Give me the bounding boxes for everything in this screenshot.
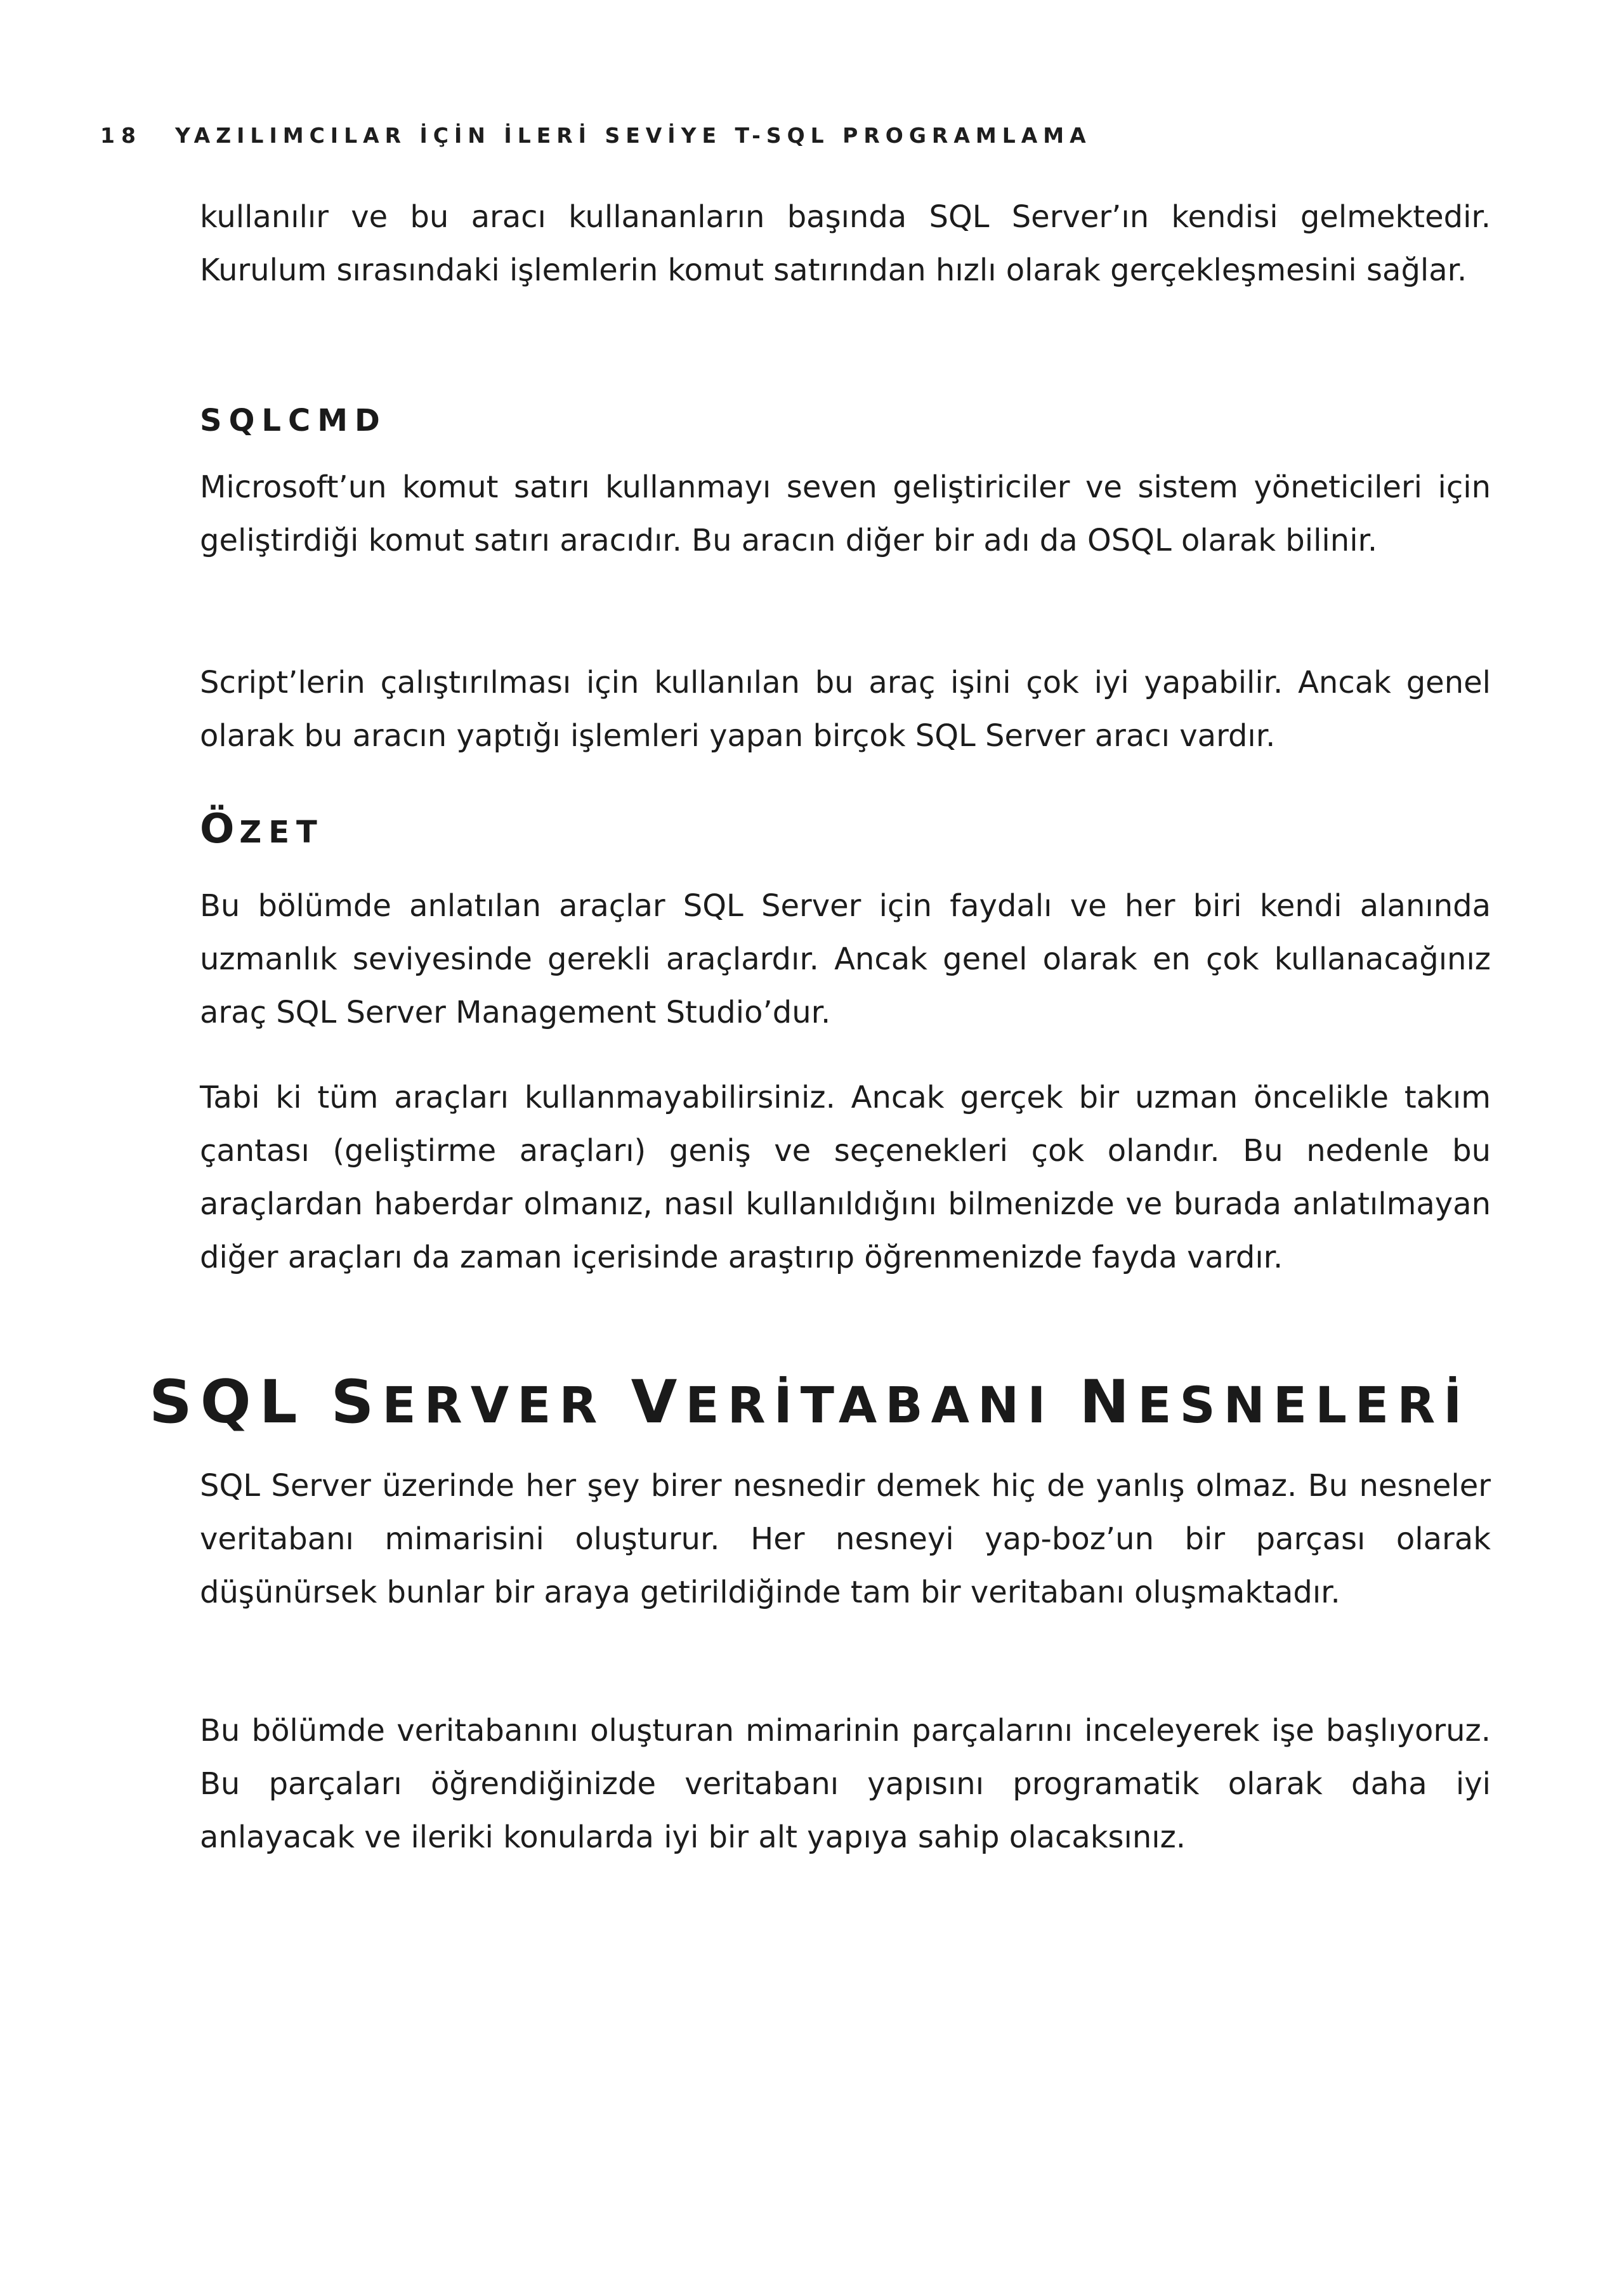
sqlcmd-paragraph-1: Microsoft’un komut satırı kullanmayı seven geliştiriciler ve sistem yöneticileri için geliştirdiği komut satırı aracıdır. Bu aracın diğer bir adı da OSQL olarak bilinir. [200, 469, 1491, 558]
summary-section [200, 807, 1491, 855]
objects-body-2 [200, 1704, 1491, 1864]
sqlcmd-section [200, 398, 1491, 443]
summary-heading [200, 807, 1491, 855]
sqlcmd-heading: SQLCMD [200, 403, 387, 438]
intro-block [200, 190, 1491, 297]
book-title: YAZILIMCILAR İÇİN İLERİ SEVİYE T-SQL PROGRAMLAMA [174, 122, 1092, 148]
sqlcmd-body [200, 461, 1491, 567]
sqlcmd-paragraph-2: Script’lerin çalıştırılması için kullanılan bu araç işini çok iyi yapabilir. Ancak genel olarak bu aracın yaptığı işlemleri yapan birçok SQL Server aracı vardır. [200, 665, 1491, 754]
section-title-word-2: SERVER [331, 1368, 606, 1437]
summary-paragraph-2: Tabi ki tüm araçları kullanmayabilirsiniz. Ancak gerçek bir uzman öncelikle takım çantası (geliştirme araçları) geniş ve seçenekleri çok olandır. Bu nedenle bu araçlardan haberdar olmanız, nasıl kullanıldığını bilmenizde ve burada anlatılmayan diğer araçları da zaman içerisinde araştırıp öğrenmenizde fayda vardır. [200, 1080, 1491, 1275]
objects-paragraph-1: SQL Server üzerinde her şey birer nesnedir demek hiç de yanlış olmaz. Bu nesneler veritabanı mimarisini oluşturur. Her nesneyi yap-boz’un bir parçası olarak düşünürsek bunlar bir araya getirildiğinde tam bir veritabanı oluşmaktadır. [200, 1468, 1491, 1610]
section-title-word-4: NESNELERİ [1079, 1368, 1470, 1437]
running-header [100, 119, 1092, 151]
sqlcmd-body-2 [200, 656, 1491, 763]
objects-paragraph-2: Bu bölümde veritabanını oluşturan mimarinin parçalarını inceleyerek işe başlıyoruz. Bu parçaları öğrendiğinizde veritabanı yapısını programatik olarak daha iyi anlayacak ve ileriki konularda iyi bir alt yapıya sahip olacaksınız. [200, 1713, 1491, 1855]
section-title-word-3: VERİTABANI [631, 1368, 1054, 1437]
page-number: 18 [100, 122, 142, 148]
section-title-word-1: SQL [149, 1368, 306, 1437]
section-title [149, 1368, 1470, 1441]
summary-body-2 [200, 1071, 1491, 1284]
intro-paragraph: kullanılır ve bu aracı kullananların başında SQL Server’ın kendisi gelmektedir. Kurulum sırasındaki işlemlerin komut satırından hızlı olarak gerçekleşmesini sağlar. [200, 199, 1491, 288]
summary-heading-initial: Ö [200, 806, 240, 853]
summary-body [200, 879, 1491, 1039]
summary-heading-rest: ZET [239, 815, 324, 850]
objects-body [200, 1459, 1491, 1619]
summary-paragraph-1: Bu bölümde anlatılan araçlar SQL Server için faydalı ve her biri kendi alanında uzmanlık seviyesinde gerekli araçlardır. Ancak genel olarak en çok kullanacağınız araç SQL Server Management Studio’dur. [200, 888, 1491, 1030]
